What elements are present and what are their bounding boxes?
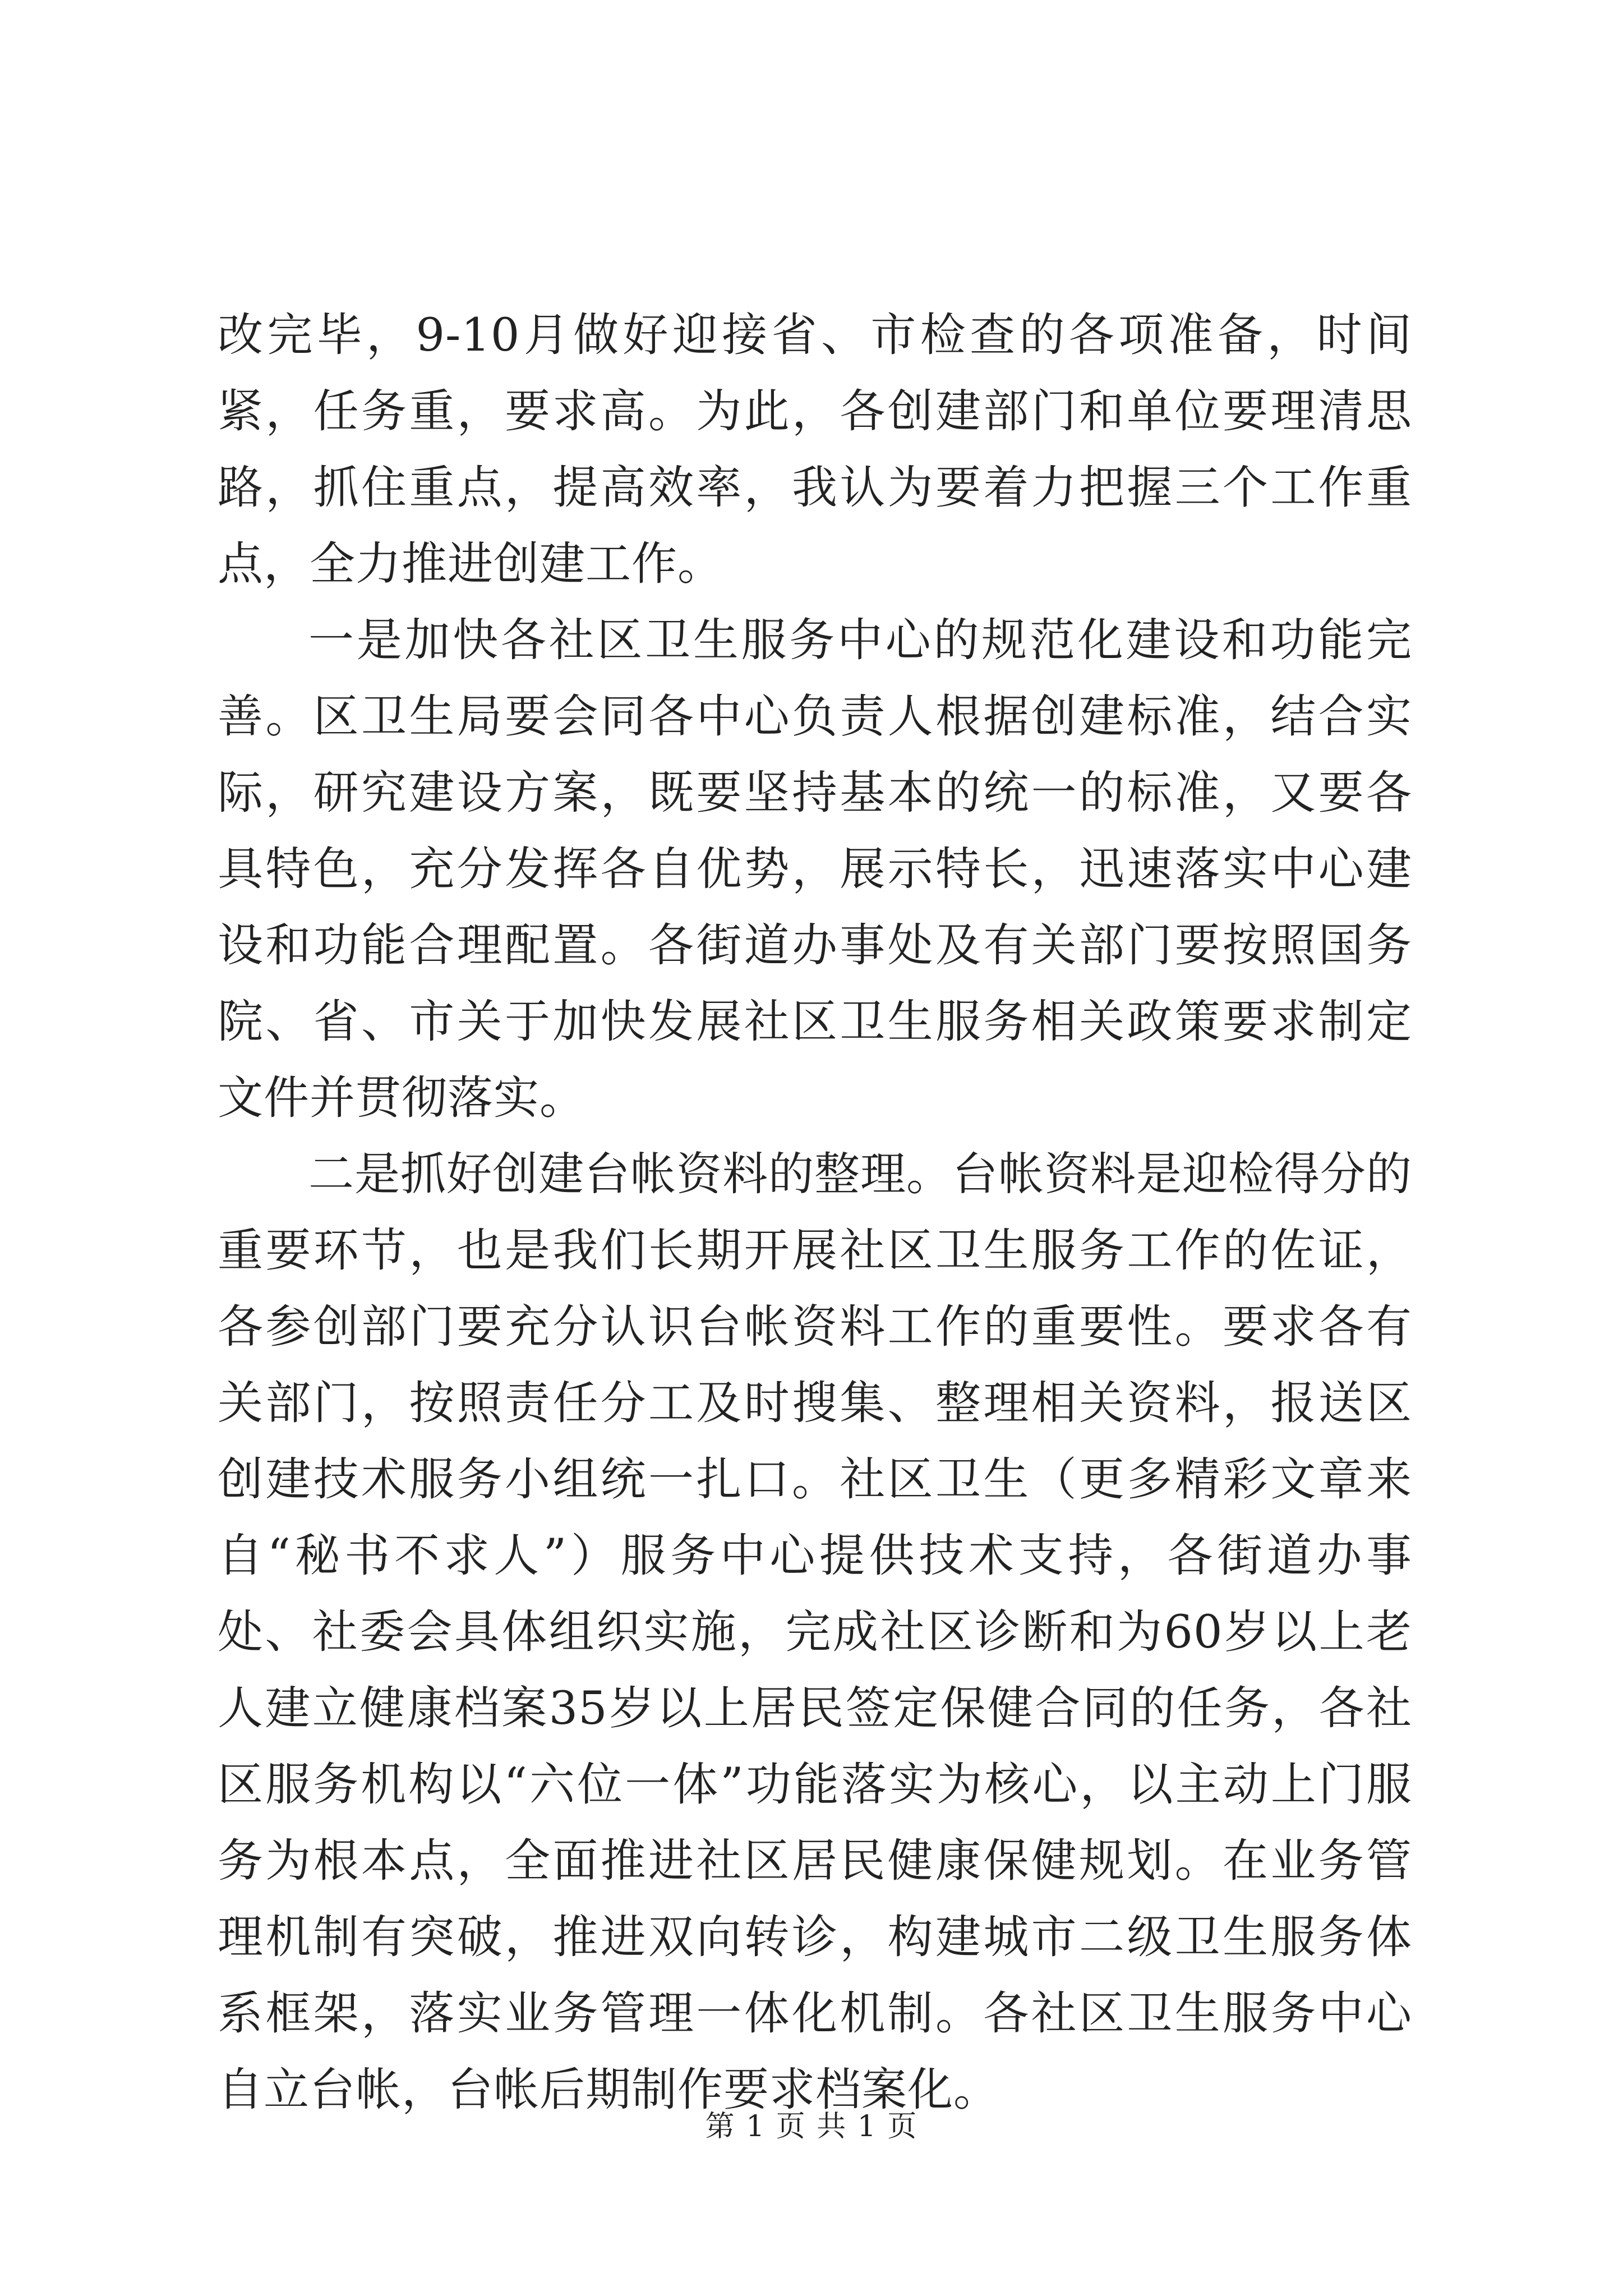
paragraph-1: 改完毕，9-10月做好迎接省、市检查的各项准备，时间紧，任务重，要求高。为此，各创建部门和单位要理清思路，抓住重点，提高效率，我认为要着力把握三个工作重点，全力推进创建工作。	[218, 309, 1412, 591]
document-body	[218, 297, 1412, 2128]
paragraph-3: 二是抓好创建台帐资料的整理。台帐资料是迎检得分的重要环节，也是我们长期开展社区卫生服务工作的佐证，各参创部门要充分认识台帐资料工作的重要性。要求各有关部门，按照责任分工及时搜集、整理相关资料，报送区创建技术服务小组统一扎口。社区卫生（更多精彩文章来自“秘书不求人”）服务中心提供技术支持，各街道办事处、社委会具体组织实施，完成社区诊断和为60岁以上老人建立健康档案35岁以上居民签定保健合同的任务，各社区服务机构以“六位一体”功能落实为核心，以主动上门服务为根本点，全面推进社区居民健康保健规划。在业务管理机制有突破，推进双向转诊，构建城市二级卫生服务体系框架，落实业务管理一体化机制。各社区卫生服务中心自立台帐，台帐后期制作要求档案化。	[218, 1148, 1413, 2116]
page-number-footer: 第 1 页 共 1 页	[705, 2110, 918, 2143]
paragraph-2: 一是加快各社区卫生服务中心的规范化建设和功能完善。区卫生局要会同各中心负责人根据创建标准，结合实际，研究建设方案，既要坚持基本的统一的标准，又要各具特色，充分发挥各自优势，展示特长，迅速落实中心建设和功能合理配置。各街道办事处及有关部门要按照国务院、省、市关于加快发展社区卫生服务相关政策要求制定文件并贯彻落实。	[218, 614, 1412, 1125]
